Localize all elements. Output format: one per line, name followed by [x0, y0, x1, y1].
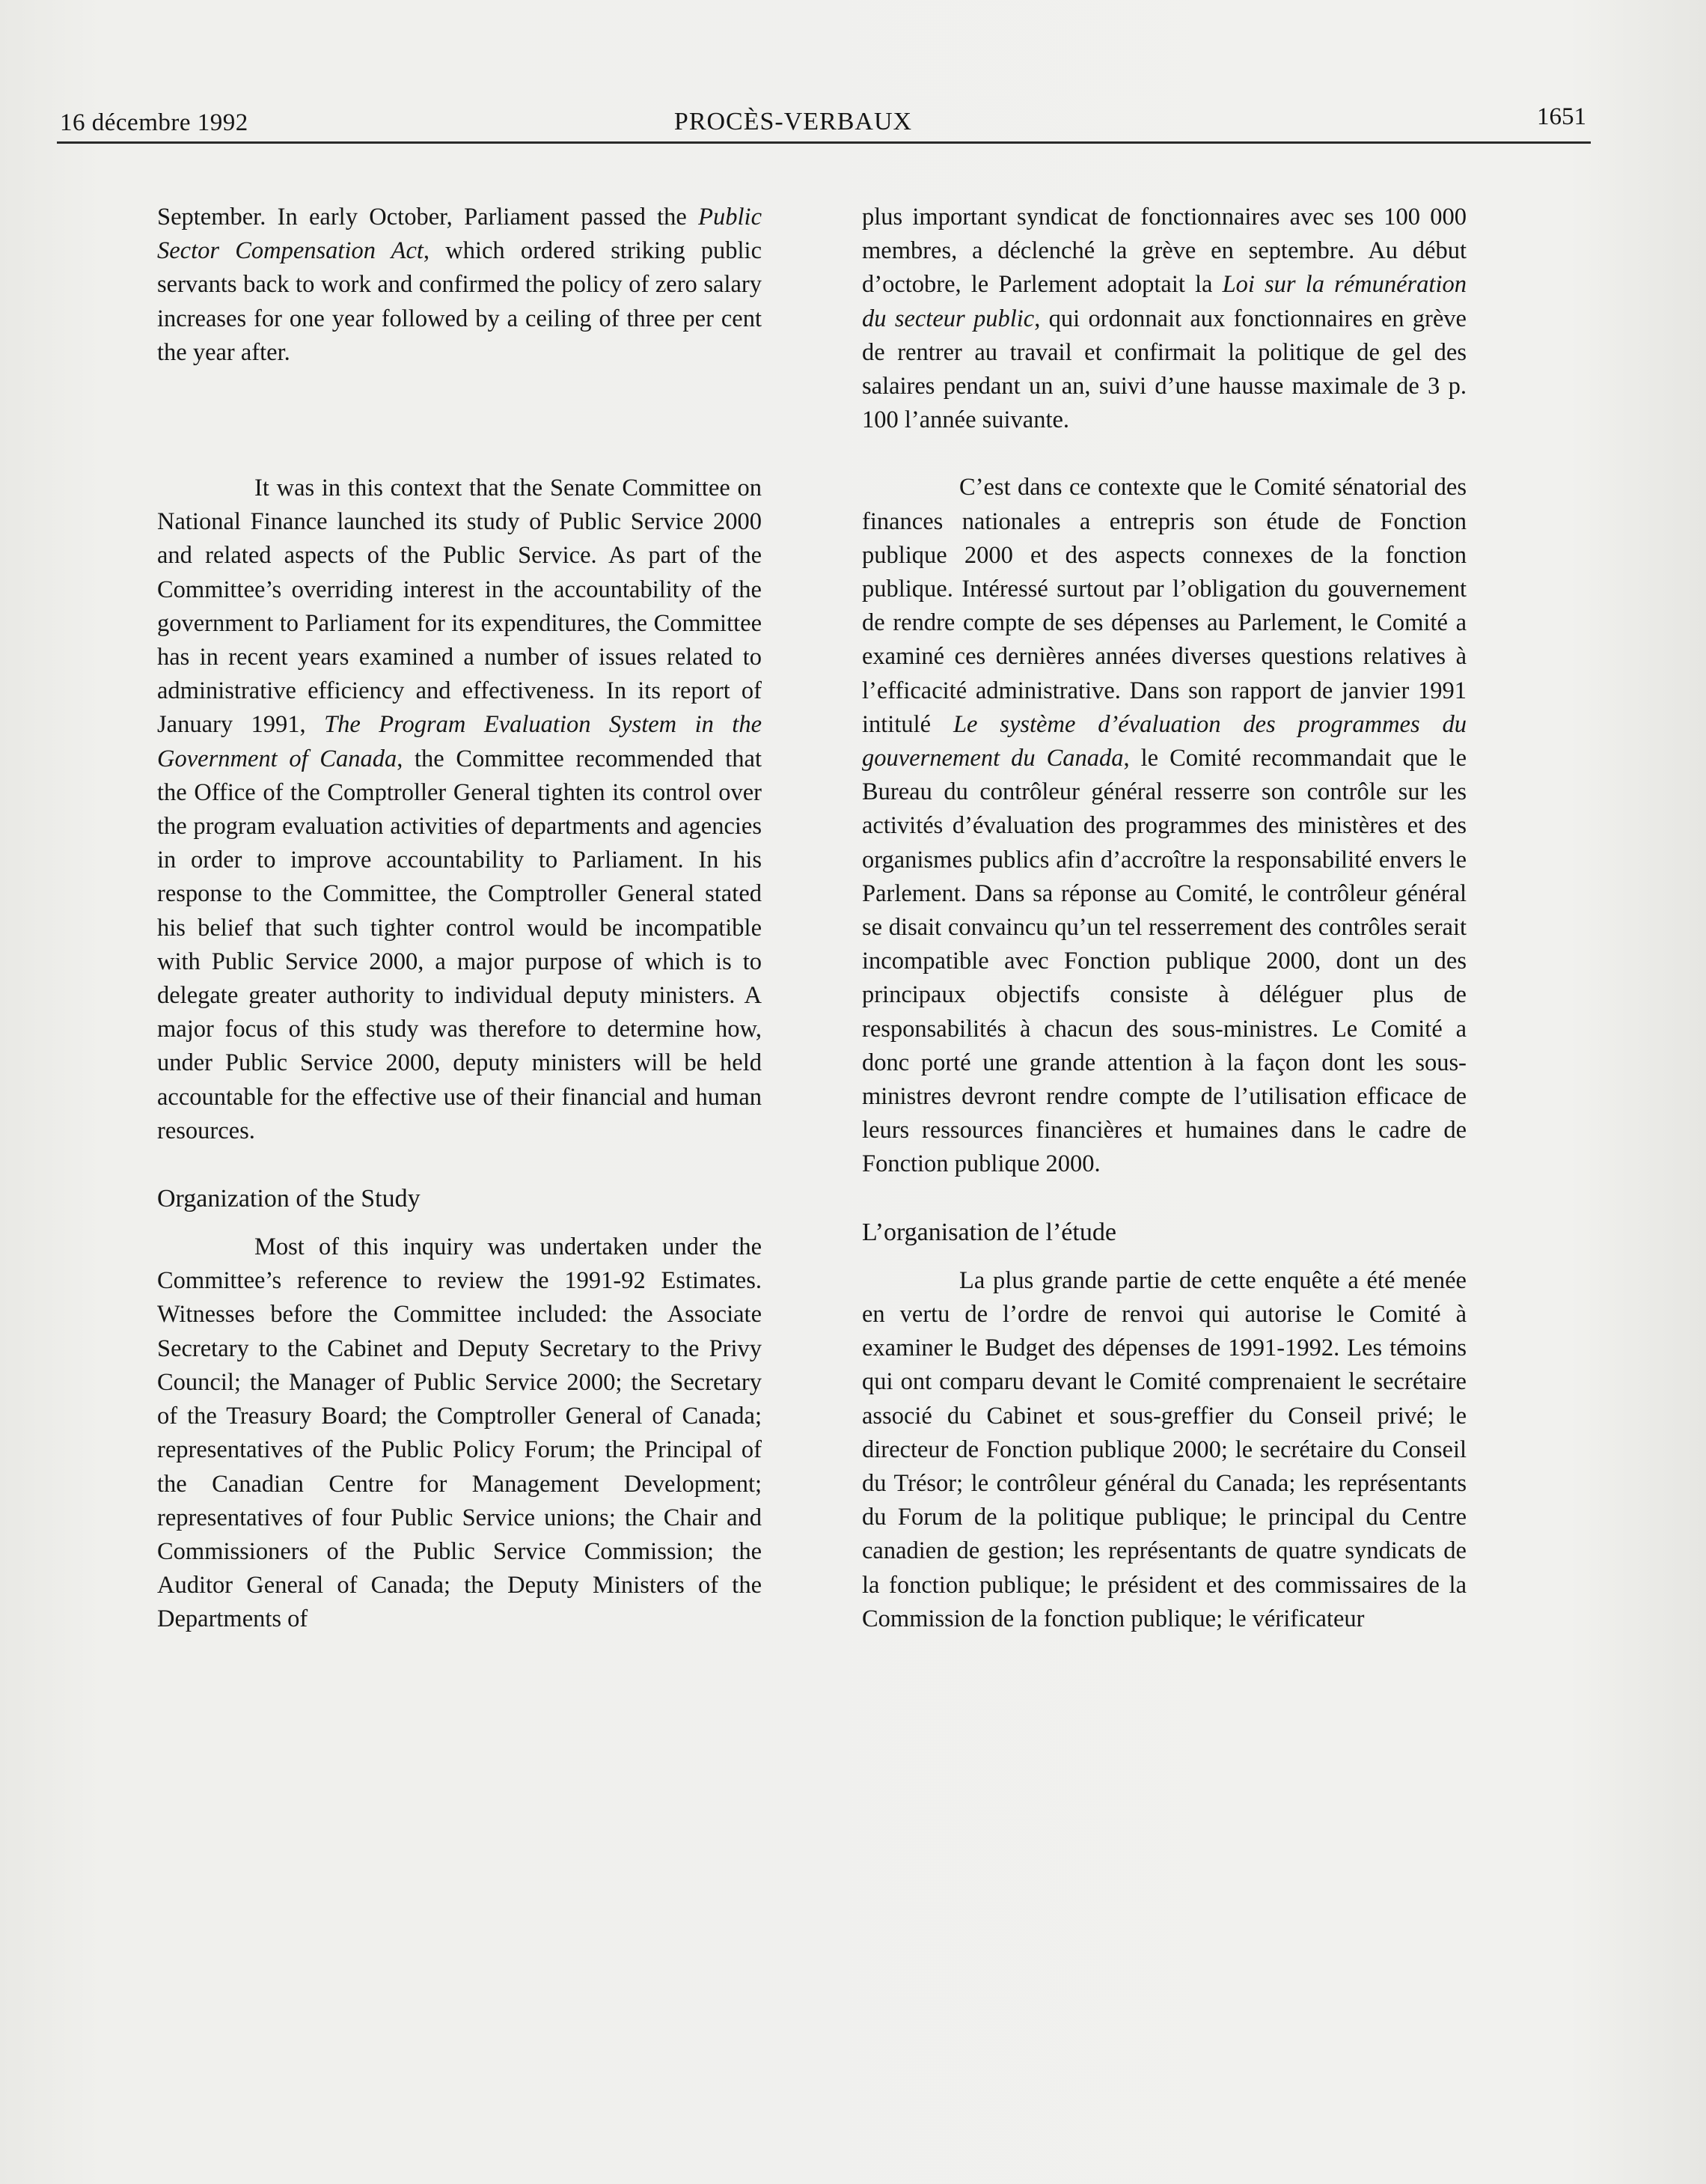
- french-report-title: Le système d’évaluation des programmes du gouvernement du Canada: [862, 710, 1467, 772]
- page-number: 1651: [1537, 103, 1586, 130]
- english-paragraph-1: [157, 201, 762, 370]
- english-section-heading: Organization of the Study: [157, 1185, 421, 1213]
- french-paragraph-3: La plus grande partie de cette enquête a été menée en vertu de l’ordre de renvoi qui autorise le Comité à examiner le Budget des dépenses de 1991-1992. Les témoins qui ont comparu devant le Comité comprenaient le secrétaire associé du Cabinet et sous-greffier du Conseil privé; le directeur de Fonction publique 2000; le secrétaire du Conseil du Trésor; le contrôleur général du Canada; les représentants du Forum de la politique publique; le principal du Centre canadien de gestion; les représentants de quatre syndicats de la fonction publique; le président et des commissaires de la Commission de la fonction publique; le vérificateur: [862, 1266, 1467, 1632]
- english-act-title: Public Sector Compensation Act: [157, 204, 762, 265]
- header-rule: [57, 141, 1591, 144]
- french-act-title: Loi sur la rémunération du secteur public: [862, 271, 1467, 332]
- header-date: 16 décembre 1992: [60, 109, 248, 136]
- running-header: [60, 103, 1586, 141]
- paragraph-gap: [157, 370, 762, 472]
- french-para2-text: C’est dans ce contexte que le Comité sénatorial des finances nationales a entrepris son étude de Fonction publique 2000 et des aspects connexes de la fonction publique. Intéressé surtout par l’obligation du gouvernement de rendre compte de ses dépenses au Parlement, le Comité a examiné ces dernières années diverses questions relatives à l’efficacité administrative. Dans son rapport de janvier 1991 intitulé: [862, 474, 1467, 738]
- header-title: PROCÈS-VERBAUX: [673, 108, 913, 135]
- paragraph-gap: [862, 1182, 1467, 1215]
- paragraph-gap: [862, 437, 1467, 471]
- english-para2-text: It was in this context that the Senate Committee on National Finance launched its study of Public Service 2000 and related aspects of the Public Service. As part of the Committee’s overriding interest in the accountability of the government to Parliament for its expenditures, the Committee has in recent years examined a number of issues related to administrative efficiency and effectiveness. In its report of January 1991,: [157, 475, 762, 739]
- english-paragraph-2: [157, 472, 762, 1148]
- french-para2-text-end: , le Comité recommandait que le Bureau du contrôleur général resserre son contrôle sur les activités d’évaluation des programmes des ministères et des organismes publics afin d’accroître la responsabilité envers le Parlement. Dans sa réponse au Comité, le contrôleur général se disait convaincu qu’un tel resserrement des contrôles serait incompatible avec Fonction publique 2000, dont un des principaux objectifs consiste à déléguer plus de responsabilités à chacun des sous-ministres. Le Comité a donc porté une grande attention à la façon dont les sous-ministres devront rendre compte de l’utilisation efficace de leurs ressources financières et humaines dans le cadre de Fonction publique 2000.: [862, 745, 1467, 1178]
- english-report-title: The Program Evaluation System in the Government of Canada: [157, 711, 762, 772]
- english-para1-text-end: , which ordered striking public servants back to work and confirmed the policy of zero salary increases for one year followed by a ceiling of three per cent the year after.: [157, 237, 762, 366]
- english-para1-text: September. In early October, Parliament passed the: [157, 204, 699, 231]
- paragraph-gap: [862, 1249, 1467, 1264]
- french-column: [862, 201, 1467, 1636]
- paragraph-gap: [157, 1148, 762, 1182]
- french-para1-text: plus important syndicat de fonctionnaires avec ses 100 000 membres, a déclenché la grève en septembre. Au début d’octobre, le Parlement adoptait la: [862, 204, 1467, 299]
- french-section-heading: L’organisation de l’étude: [862, 1218, 1116, 1246]
- french-paragraph-2: [862, 471, 1467, 1181]
- paragraph-gap: [157, 1215, 762, 1230]
- french-para1-text-end: , qui ordonnait aux fonctionnaires en grève de rentrer au travail et confirmait la politique de gel des salaires pendant un an, suivi d’une hausse maximale de 3 p. 100 l’année suivante.: [862, 305, 1467, 434]
- english-para2-text-end: , the Committee recommended that the Office of the Comptroller General tighten its control over the program evaluation activities of departments and agencies in order to improve accountability to Parliament. In his response to the Committee, the Comptroller General stated his belief that such tighter control would be incompatible with Public Service 2000, a major purpose of which is to delegate greater authority to individual deputy ministers. A major focus of this study was therefore to determine how, under Public Service 2000, deputy ministers will be held accountable for the effective use of their financial and human resources.: [157, 745, 762, 1144]
- french-paragraph-1: [862, 201, 1467, 437]
- english-column: [157, 201, 762, 1637]
- english-paragraph-3: Most of this inquiry was undertaken under the Committee’s reference to review the 1991-92 Estimates. Witnesses before the Committee included: the Associate Secretary to the Cabinet and Deputy Secretary to the Privy Council; the Manager of Public Service 2000; the Secretary of the Treasury Board; the Comptroller General of Canada; representatives of the Public Policy Forum; the Principal of the Canadian Centre for Management Development; representatives of four Public Service unions; the Chair and Commissioners of the Public Service Commission; the Auditor General of Canada; the Deputy Ministers of the Departments of: [157, 1233, 762, 1633]
